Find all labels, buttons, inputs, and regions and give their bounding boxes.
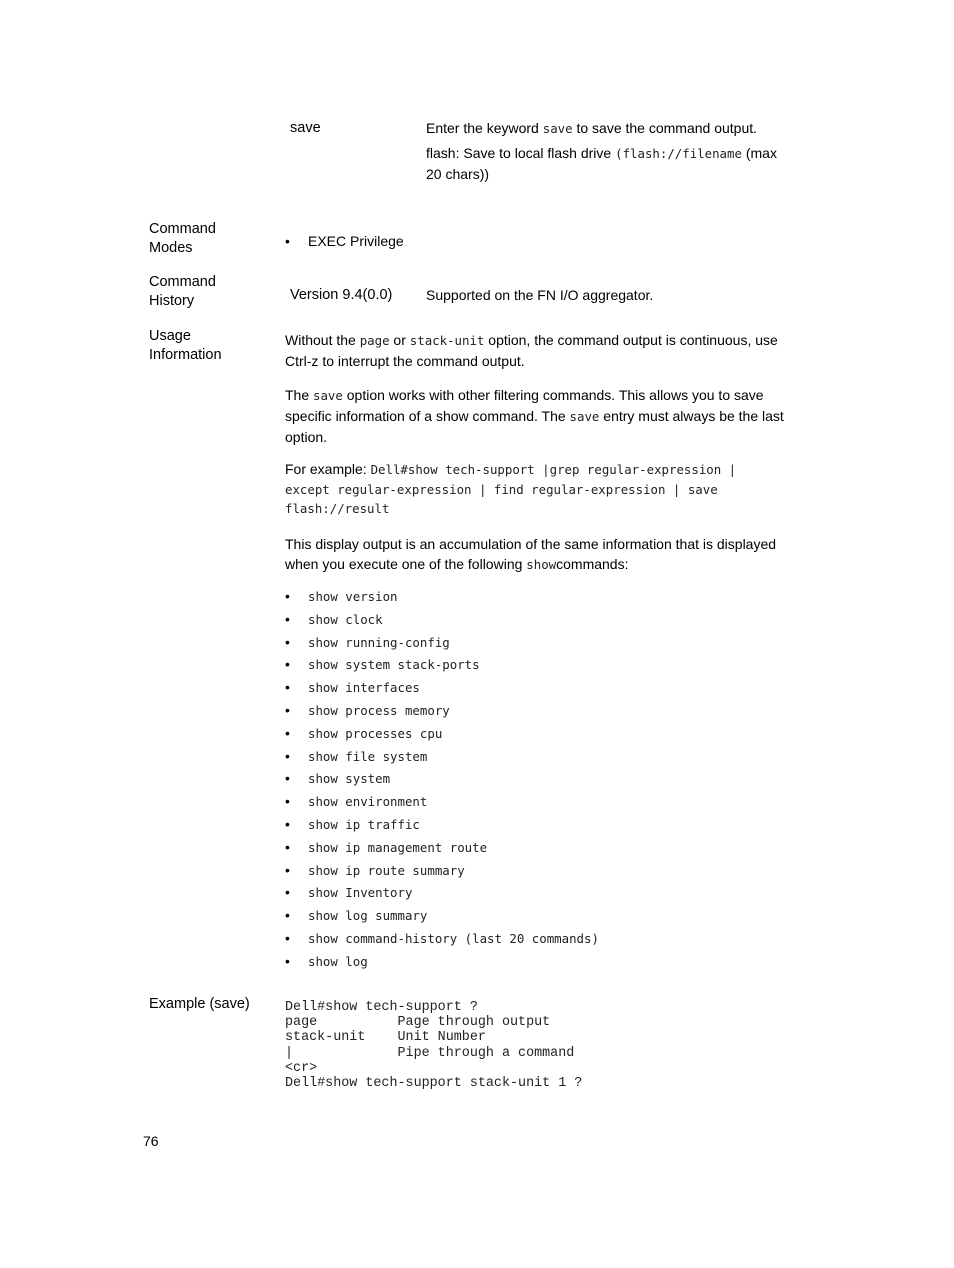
show-command-text: show process memory xyxy=(308,702,450,718)
example-code-line: | Pipe through a command xyxy=(285,1045,575,1061)
show-command-text: show ip route summary xyxy=(308,862,465,878)
history-version: Version 9.4(0.0) xyxy=(290,287,393,303)
example-code-line: page Page through output xyxy=(285,1015,551,1031)
show-command-item xyxy=(285,790,845,813)
show-command-item xyxy=(285,859,845,882)
example-code-line: stack-unit Unit Number xyxy=(285,1030,486,1046)
show-command-item xyxy=(285,950,845,973)
command-mode-item: • EXEC Privilege xyxy=(285,230,404,253)
command-history-label: Command History xyxy=(149,274,216,309)
usage-information-label: Usage Information xyxy=(149,328,222,363)
usage-paragraph-4: This display output is an accumulation of the same information that is displayed when you execute one of the following showcommands: xyxy=(285,536,777,572)
show-command-item xyxy=(285,676,845,699)
show-command-text: show version xyxy=(308,589,398,604)
example-code-block xyxy=(285,1000,582,1091)
show-command-item xyxy=(285,631,845,654)
example-code-line: Dell#show tech-support ? xyxy=(285,1000,478,1015)
show-command-item xyxy=(285,836,845,859)
show-command-text: show clock xyxy=(308,611,383,627)
show-command-text: show system xyxy=(308,771,391,787)
example-label: Example (save) xyxy=(149,996,250,1012)
param-desc-line3: 20 chars)) xyxy=(426,166,490,182)
show-command-text: show ip management route xyxy=(308,839,488,855)
example-code-line: <cr> xyxy=(285,1060,318,1076)
show-command-text: show system stack-ports xyxy=(308,657,480,673)
usage-paragraph-2: The save option works with other filtering commands. This allows you to save specific information of a show command. The save entry must always be the last option. xyxy=(285,387,784,445)
show-command-item xyxy=(285,653,845,676)
show-command-text: show log summary xyxy=(308,908,428,924)
show-command-item xyxy=(285,722,845,745)
usage-paragraph-1: Without the page or stack-unit option, the command output is continuous, use Ctrl-z to interrupt the command output. xyxy=(285,332,778,369)
show-command-item xyxy=(285,608,845,631)
show-command-item xyxy=(285,585,845,608)
show-command-item xyxy=(285,767,845,790)
usage-paragraph-3: For example: Dell#show tech-support |grep regular-expression | except regular-expression | find regular-expression | save flash://result xyxy=(285,461,737,517)
show-command-text: show interfaces xyxy=(308,680,420,696)
show-command-item xyxy=(285,699,845,722)
show-command-item xyxy=(285,904,845,927)
param-desc-line2: flash: Save to local flash drive (flash://filename (max xyxy=(426,145,777,161)
show-command-text: show Inventory xyxy=(308,885,413,901)
param-description xyxy=(426,118,826,184)
show-command-item xyxy=(285,927,845,950)
show-command-item xyxy=(285,881,845,904)
show-command-item xyxy=(285,745,845,768)
show-command-item xyxy=(285,813,845,836)
history-description: Supported on the FN I/O aggregator. xyxy=(426,287,654,303)
show-command-text: show file system xyxy=(308,748,428,764)
show-command-text: show command-history (last 20 commands) xyxy=(308,930,599,946)
show-command-text: show log xyxy=(308,953,368,969)
page-number: 76 xyxy=(143,1133,159,1149)
show-command-text: show ip traffic xyxy=(308,816,420,832)
show-command-text: show environment xyxy=(308,794,428,810)
param-name-save: save xyxy=(290,120,321,136)
command-modes-label: Command Modes xyxy=(149,221,216,256)
show-command-text: show processes cpu xyxy=(308,725,443,741)
show-command-text: show running-config xyxy=(308,634,450,650)
example-code-line: Dell#show tech-support stack-unit 1 ? xyxy=(285,1076,583,1092)
command-modes-list xyxy=(285,230,404,253)
param-desc-line1: Enter the keyword save to save the command output. xyxy=(426,120,758,136)
show-commands-list xyxy=(285,585,845,973)
